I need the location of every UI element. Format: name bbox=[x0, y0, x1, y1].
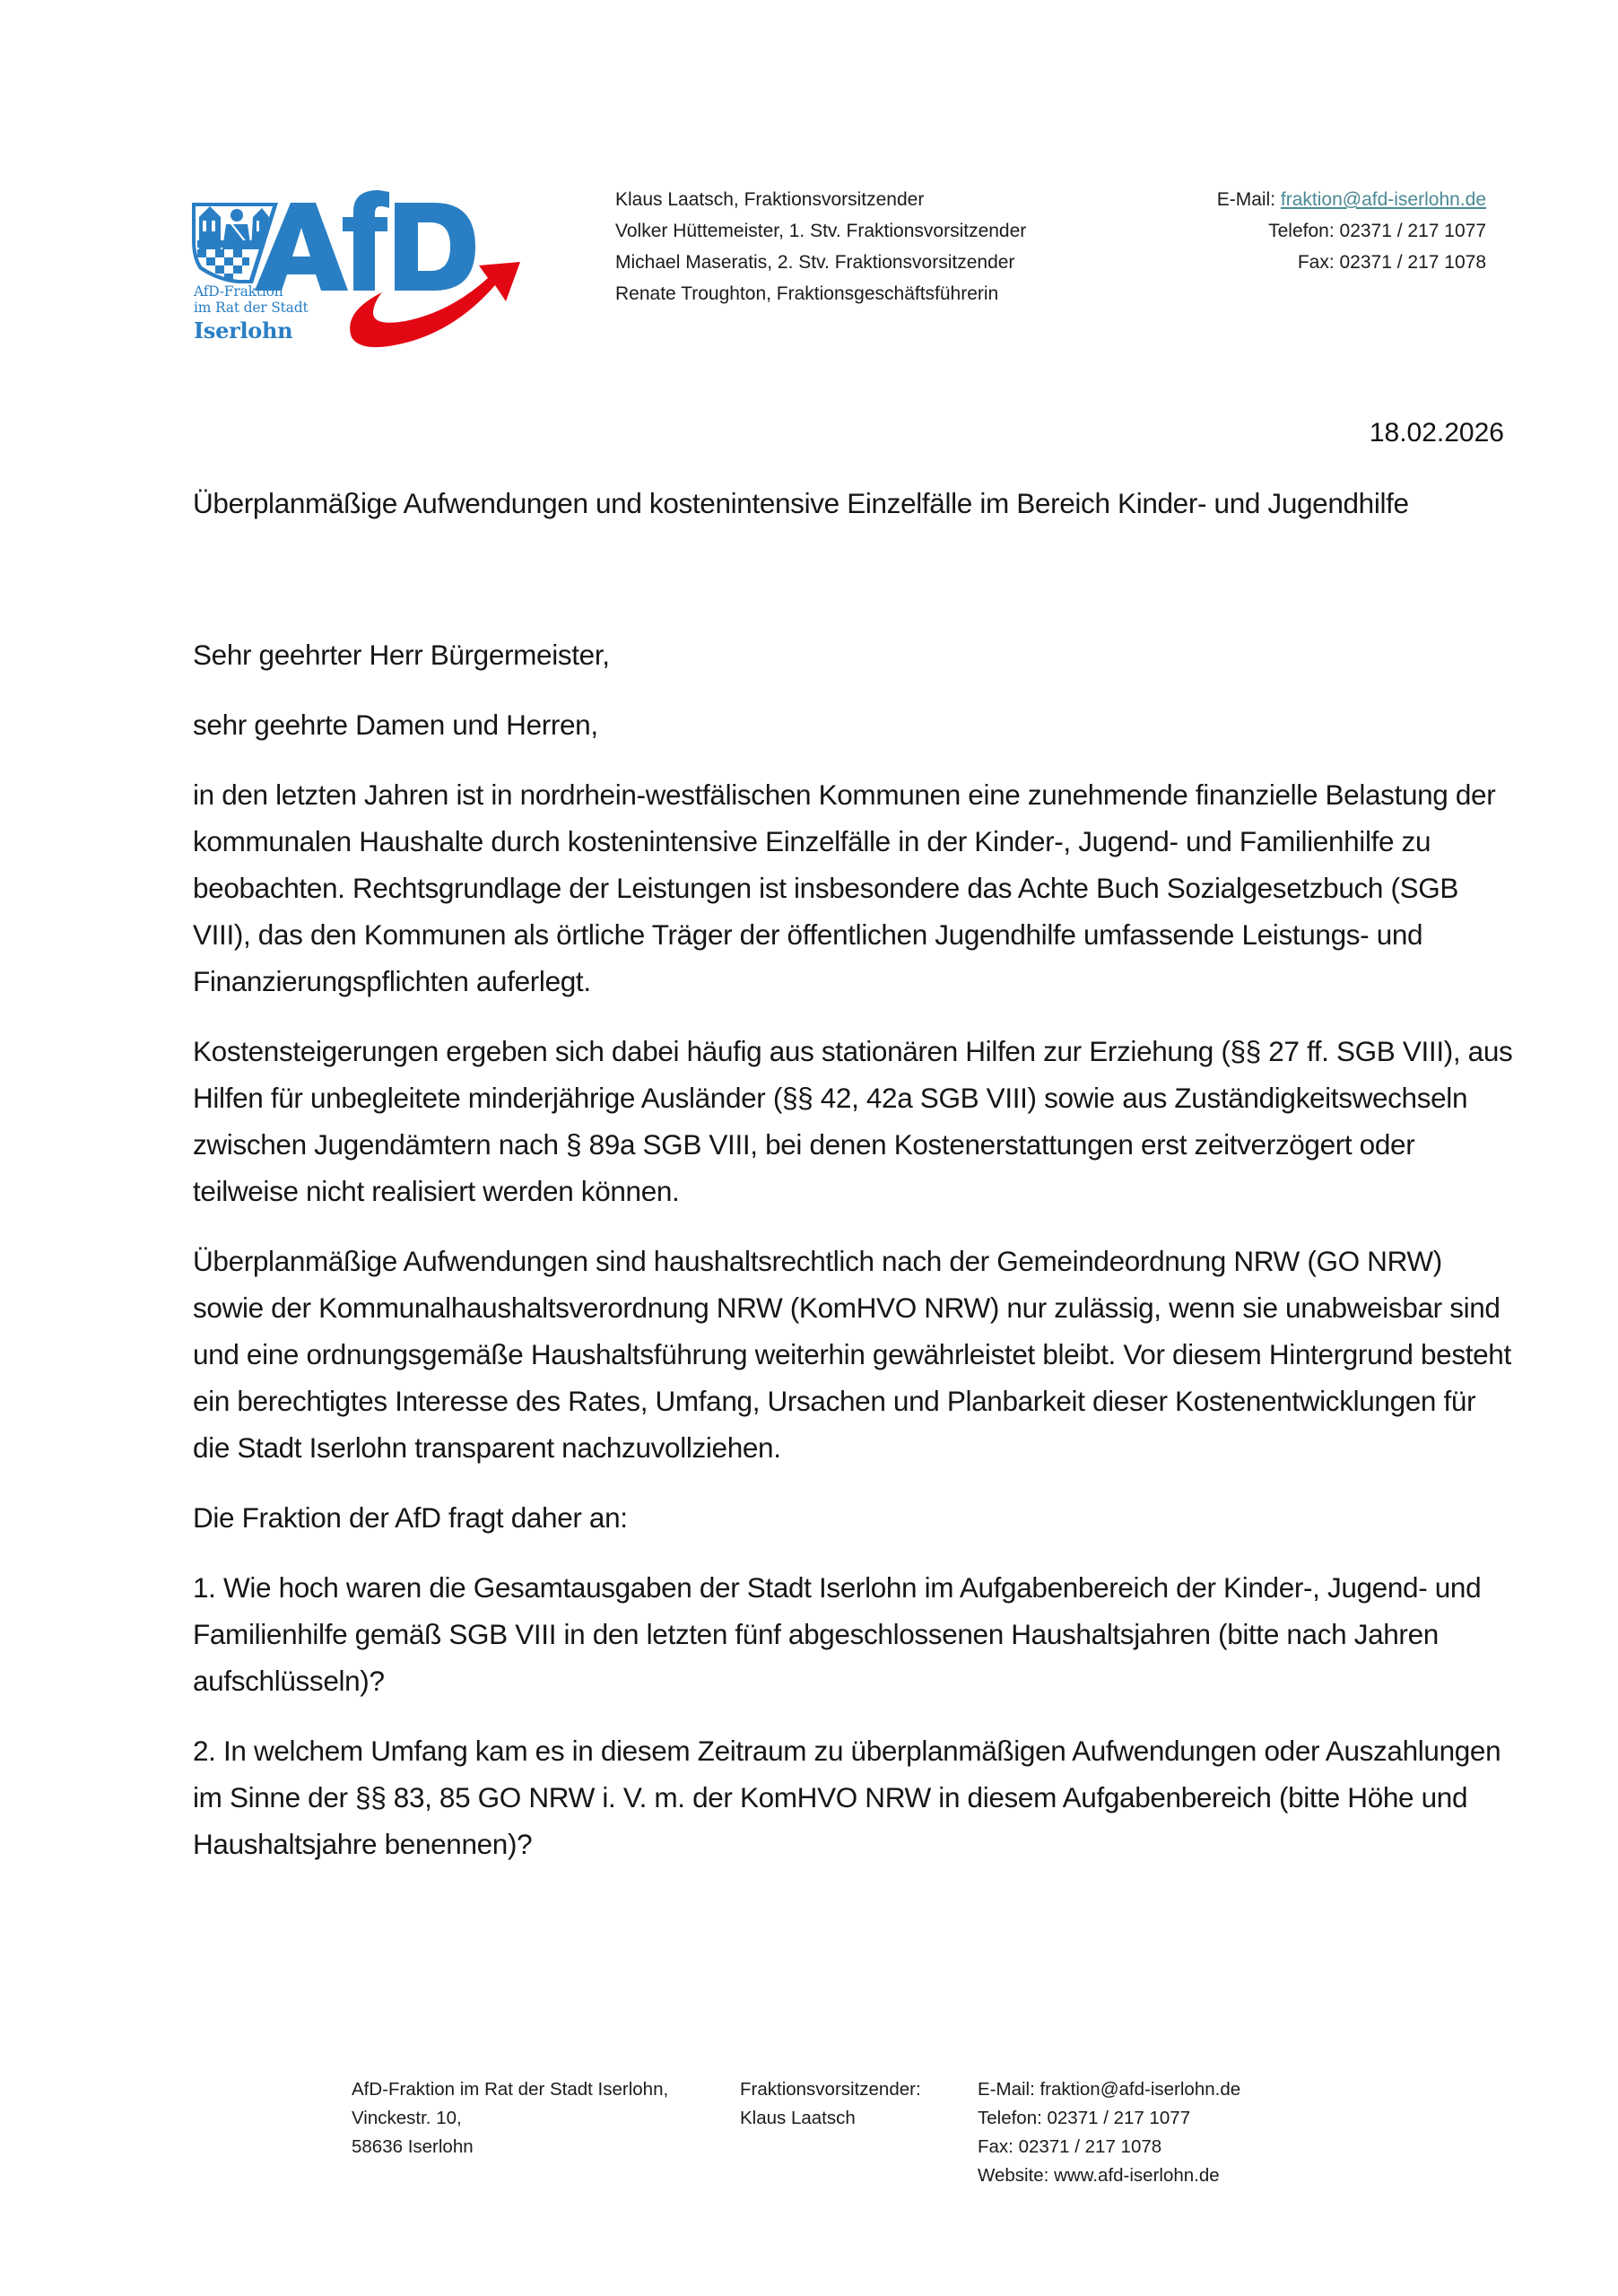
footer-address-line: AfD-Fraktion im Rat der Stadt Iserlohn, bbox=[352, 2079, 669, 2100]
board-member: Klaus Laatsch, Fraktionsvorsitzender bbox=[615, 189, 925, 210]
header-email-line bbox=[1217, 184, 1486, 215]
footer-contact bbox=[978, 2075, 1240, 2190]
letter-body bbox=[193, 480, 1516, 1867]
question-1: 1. Wie hoch waren die Gesamtausgaben der Stadt Iserlohn im Aufgabenbereich der Kinder-, Jugend- und Familienhilfe gemäß SGB VIII in den letzten fünf abgeschlossenen Haushaltsjahren (bitte nach Jahren aufschlüsseln)? bbox=[193, 1571, 1482, 1697]
logo-caption-line1: AfD-Fraktion bbox=[194, 283, 283, 300]
footer-chair-label: Fraktionsvorsitzender: bbox=[740, 2079, 921, 2100]
letter-date: 18.02.2026 bbox=[1369, 418, 1504, 448]
board-member: Volker Hüttemeister, 1. Stv. Fraktionsvorsitzender bbox=[615, 221, 1027, 241]
header-fax: Fax: 02371 / 217 1078 bbox=[1297, 252, 1486, 273]
afd-wordmark bbox=[255, 190, 475, 291]
paragraph-legal-basis: Überplanmäßige Aufwendungen sind haushaltsrechtlich nach der Gemeindeordnung NRW (GO NRW) sowie der Kommunalhaushaltsverordnung NRW (KomHVO NRW) nur zulässig, wenn sie unabweisbar sind und eine ordnungsgemäße Haushaltsführung weiterhin gewährleistet bleibt. Vor diesem Hintergrund besteht ein berechtigtes Interesse des Rates, Umfang, Ursachen und Planbarkeit dieser Kostenentwicklungen für die Stadt Iserlohn transparent nachzuvollziehen. bbox=[193, 1245, 1511, 1464]
question-2: 2. In welchem Umfang kam es in diesem Zeitraum zu überplanmäßigen Aufwendungen oder Auszahlungen im Sinne der §§ 83, 85 GO NRW i. V. m. der KomHVO NRW in diesem Aufgabenbereich (bitte Höhe und Haushaltsjahre benennen)? bbox=[193, 1735, 1501, 1860]
logo-caption-city: Iserlohn bbox=[194, 317, 293, 344]
board-member: Michael Maseratis, 2. Stv. Fraktionsvorsitzender bbox=[615, 252, 1015, 273]
salutation-general: sehr geehrte Damen und Herren, bbox=[193, 709, 598, 741]
header-contact bbox=[1217, 184, 1486, 278]
footer-address bbox=[352, 2075, 668, 2161]
afd-fraktion-logo bbox=[190, 178, 531, 357]
letter-subject: Überplanmäßige Aufwendungen und kostenintensive Einzelfälle im Bereich Kinder- und Jugendhilfe bbox=[193, 487, 1409, 519]
footer-email: E-Mail: fraktion@afd-iserlohn.de bbox=[978, 2079, 1241, 2100]
footer-fax: Fax: 02371 / 217 1078 bbox=[978, 2136, 1162, 2157]
footer-phone: Telefon: 02371 / 217 1077 bbox=[978, 2108, 1191, 2128]
paragraph-cost-increases: Kostensteigerungen ergeben sich dabei häufig aus stationären Hilfen zur Erziehung (§§ 27 ff. SGB VIII), aus Hilfen für unbegleitete minderjährige Ausländer (§§ 42, 42a SGB VIII) sowie aus Zuständigkeitswechseln zwischen Jugendämtern nach § 89a SGB VIII, bei denen Kostenerstattungen erst zeitverzögert oder teilweise nicht realisiert werden können. bbox=[193, 1035, 1513, 1207]
header-phone: Telefon: 02371 / 217 1077 bbox=[1268, 221, 1486, 241]
footer-chair bbox=[740, 2075, 921, 2133]
board-members bbox=[615, 184, 1026, 309]
footer-website: Website: www.afd-iserlohn.de bbox=[978, 2165, 1220, 2186]
logo-caption bbox=[194, 283, 308, 344]
header-email-link[interactable]: fraktion@afd-iserlohn.de bbox=[1280, 189, 1486, 210]
paragraph-inquiry-lead: Die Fraktion der AfD fragt daher an: bbox=[193, 1501, 628, 1534]
salutation-mayor: Sehr geehrter Herr Bürgermeister, bbox=[193, 639, 610, 671]
board-member: Renate Troughton, Fraktionsgeschäftsführerin bbox=[615, 283, 999, 304]
footer-address-line: Vinckestr. 10, bbox=[352, 2108, 462, 2128]
header-email-label: E-Mail: bbox=[1216, 189, 1281, 210]
footer-chair-name: Klaus Laatsch bbox=[740, 2108, 856, 2128]
logo-caption-line2: im Rat der Stadt bbox=[194, 300, 309, 317]
footer-address-line: 58636 Iserlohn bbox=[352, 2136, 474, 2157]
paragraph-intro: in den letzten Jahren ist in nordrhein-westfälischen Kommunen eine zunehmende finanzielle Belastung der kommunalen Haushalte durch kostenintensive Einzelfälle in der Kinder-, Jugend- und Familienhilfe zu beobachten. Rechtsgrundlage der Leistungen ist insbesondere das Achte Buch Sozialgesetzbuch (SGB VIII), das den Kommunen als örtliche Träger der öffentlichen Jugendhilfe umfassende Leistungs- und Finanzierungspflichten auferlegt. bbox=[193, 778, 1496, 997]
